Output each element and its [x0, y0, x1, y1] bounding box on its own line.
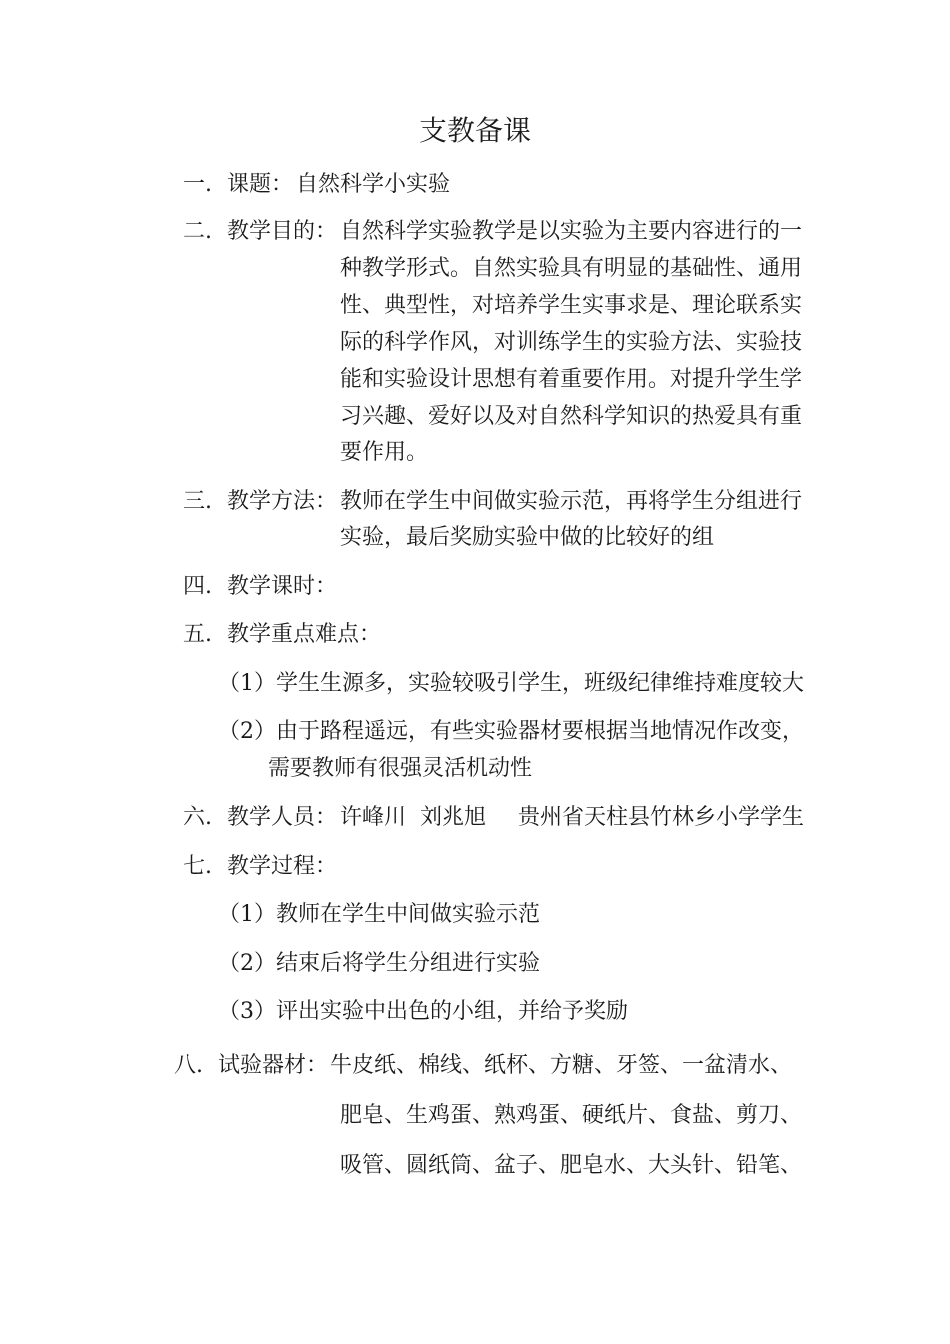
section-5-item-continued: 需要教师有很强灵活机动性 — [268, 756, 533, 781]
section-8-label: 试验器材： — [218, 1053, 329, 1078]
section-3-line: 实验，最后奖励实验中做的比较好的组 — [340, 525, 715, 550]
section-8-number: 八. — [174, 1053, 203, 1078]
section-6-persons: 许峰川 刘兆旭 — [340, 805, 486, 830]
section-4-label: 教学课时： — [227, 574, 338, 599]
section-1-number: 一. — [183, 172, 212, 197]
section-2-line: 际的科学作风，对训练学生的实验方法、实验技 — [340, 330, 803, 355]
section-6-label: 教学人员： — [227, 805, 338, 830]
section-2-line: 能和实验设计思想有着重要作用。对提升学生学 — [340, 367, 803, 392]
section-5-label: 教学重点难点： — [227, 622, 382, 647]
section-1-label: 课题： — [227, 172, 294, 197]
section-8-line: 吸管、圆纸筒、盆子、肥皂水、大头针、铅笔、 — [340, 1153, 803, 1178]
section-5-item: （2）由于路程遥远，有些实验器材要根据当地情况作改变， — [218, 719, 804, 744]
section-7-label: 教学过程： — [227, 854, 338, 879]
page-title: 支教备课 — [418, 114, 531, 147]
section-5-item: （1）学生生源多，实验较吸引学生，班级纪律维持难度较大 — [218, 671, 804, 696]
section-8-line: 牛皮纸、棉线、纸杯、方糖、牙签、一盆清水、 — [330, 1053, 793, 1078]
section-2-label: 教学目的： — [227, 219, 338, 244]
section-7-step: （1）教师在学生中间做实验示范 — [218, 902, 540, 927]
section-6-students: 贵州省天柱县竹林乡小学学生 — [518, 805, 805, 830]
section-2-line: 自然科学实验教学是以实验为主要内容进行的一 — [340, 219, 803, 244]
section-6-number: 六. — [183, 805, 212, 830]
section-2-line: 习兴趣、爱好以及对自然科学知识的热爱具有重 — [340, 404, 803, 429]
section-2-number: 二. — [183, 219, 212, 244]
section-4-number: 四. — [183, 574, 212, 599]
section-5-number: 五. — [183, 622, 212, 647]
section-3-line: 教师在学生中间做实验示范，再将学生分组进行 — [340, 489, 803, 514]
section-1-content: 自然科学小实验 — [296, 172, 451, 197]
section-7-step: （2）结束后将学生分组进行实验 — [218, 951, 540, 976]
section-7-step: （3）评出实验中出色的小组，并给予奖励 — [218, 999, 628, 1024]
section-3-number: 三. — [183, 489, 212, 514]
section-8-line: 肥皂、生鸡蛋、熟鸡蛋、硬纸片、食盐、剪刀、 — [340, 1103, 803, 1128]
section-2-line: 要作用。 — [340, 440, 429, 465]
section-2-line: 种教学形式。自然实验具有明显的基础性、通用 — [340, 256, 803, 281]
section-7-number: 七. — [183, 854, 212, 879]
section-2-line: 性、典型性，对培养学生实事求是、理论联系实 — [340, 293, 803, 318]
section-3-label: 教学方法： — [227, 489, 338, 514]
